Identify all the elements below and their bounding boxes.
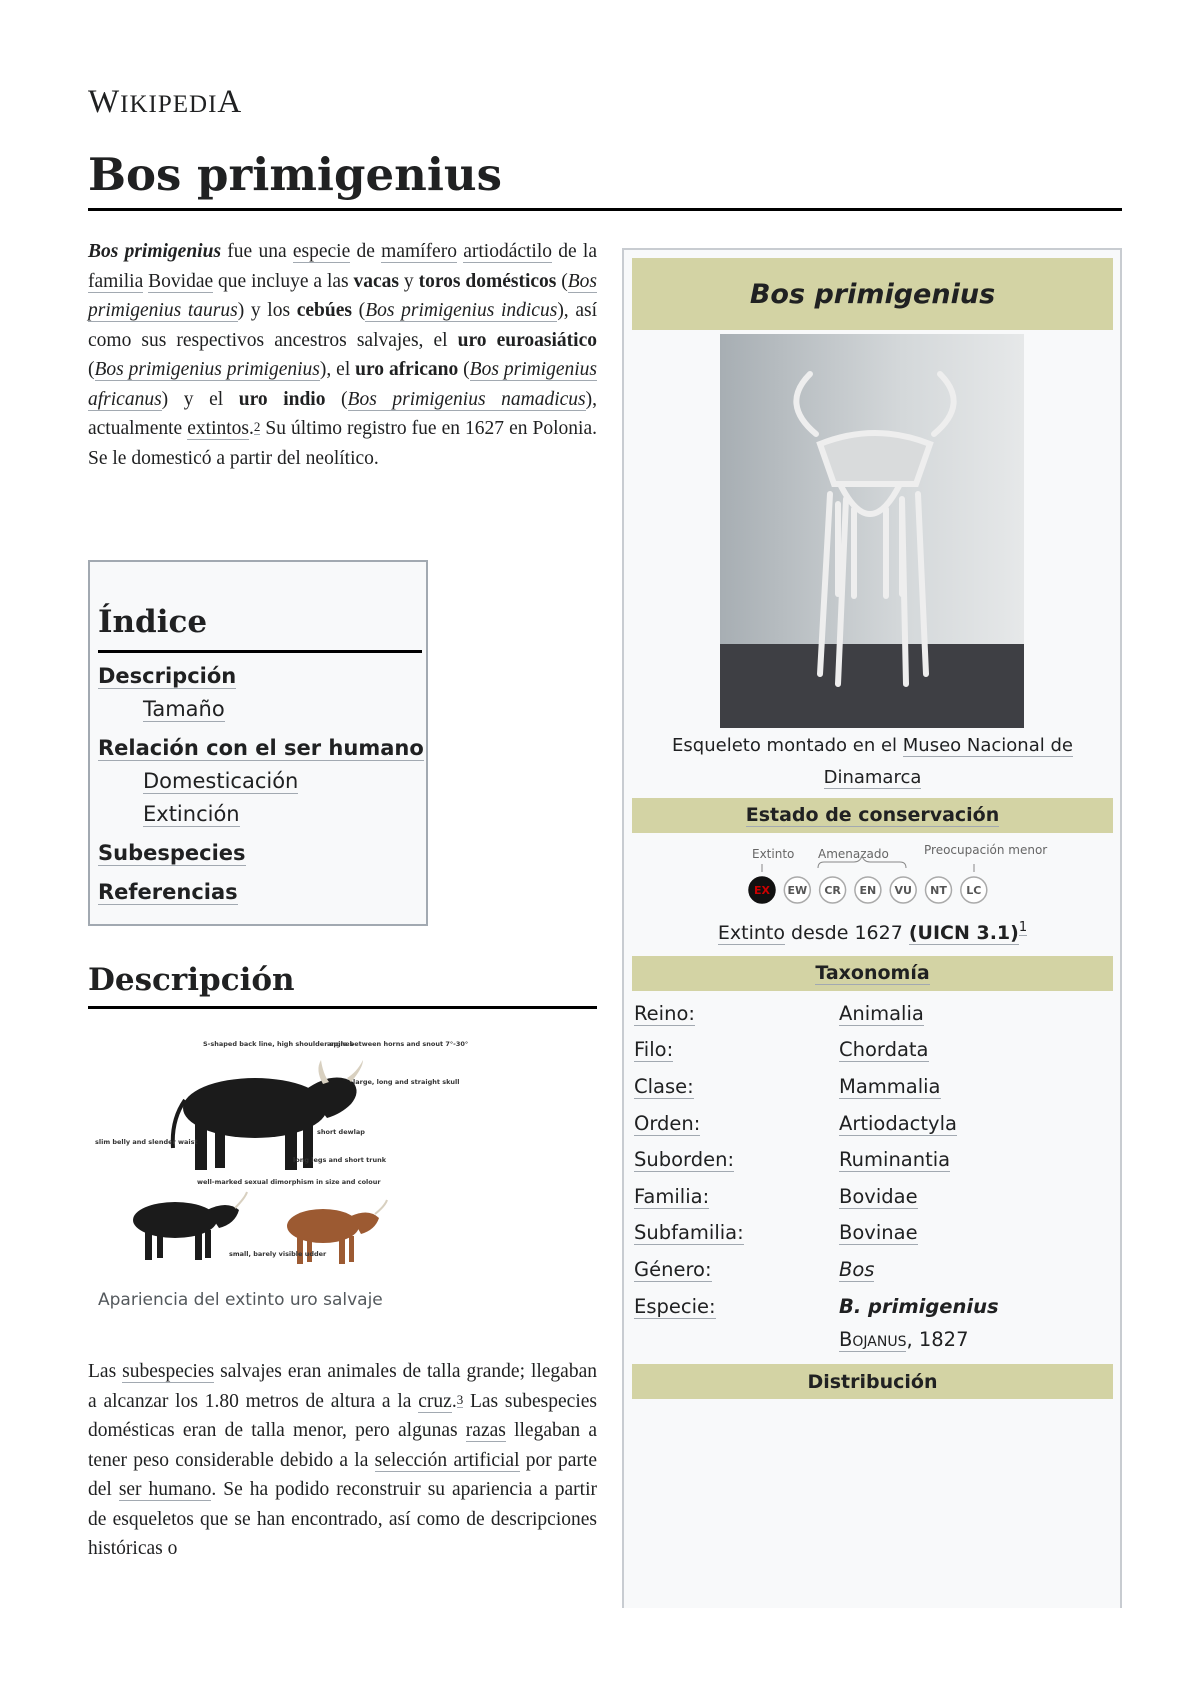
link-razas[interactable]: razas [465,1420,506,1441]
taxonomy-value [839,1288,1115,1325]
taxonomy-rank-link[interactable]: Especie: [634,1294,716,1318]
cons-code-en: EN [859,884,877,897]
bold-uro-euroasiatico: uro euroasiático [457,329,598,351]
taxonomy-value-link[interactable]: Artiodactyla [839,1111,957,1135]
text: ) y los [237,300,297,321]
taxonomy-rank-link[interactable]: Subfamilia: [634,1221,744,1245]
figure-label: S-shaped back line, high shoulder spines [203,1040,354,1048]
taxonomy-value [839,1178,1115,1215]
text: de la [552,241,598,262]
text: llegaban a tener peso considerable debido a la [88,1420,597,1471]
infobox-title: Bos primigenius [632,258,1113,330]
toc-item-domesticacion[interactable]: Domesticación [143,769,299,793]
figure-label: slim belly and slender waist [95,1138,198,1146]
infobox [622,248,1122,1608]
taxonomy-value [839,995,1115,1032]
section-heading-descripcion: Descripción [88,962,295,998]
text: ( [352,300,366,321]
conservation-status-scale [724,842,1048,922]
toc-heading: Índice [98,604,208,640]
table-of-contents [88,560,428,926]
taxonomy-value [839,1105,1115,1142]
figure-caption: Apariencia del extinto uro salvaje [98,1290,383,1310]
text: . Se ha podido reconstruir su apariencia a partir de esqueletos que se han encontrado, así como de descripciones históricas o [88,1479,597,1559]
text: ), actualmente [88,388,597,439]
taxonomy-rank [634,1178,839,1215]
cons-label-threatened: Amenazado [818,847,889,861]
distribution-label: Distribución [807,1370,938,1393]
taxonomy-value-link[interactable]: Chordata [839,1038,929,1062]
link-familia[interactable]: familia [88,270,144,292]
taxonomy-link[interactable]: Taxonomía [815,962,930,984]
bold-toros: toros domésticos [418,270,557,292]
taxonomy-rank [634,1032,839,1069]
taxonomy-row [634,1032,1115,1069]
wikipedia-logo[interactable] [88,84,242,121]
taxonomy-rank [634,1251,839,1288]
taxonomy-value [839,1141,1115,1178]
taxonomy-value-link[interactable]: Ruminantia [839,1148,951,1172]
link-africanus[interactable]: Bos primigenius africanus [88,359,597,410]
taxonomy-rank-link[interactable]: Suborden: [634,1148,735,1172]
link-artiodactilo[interactable]: artiodáctilo [463,241,553,262]
title-divider [88,208,1122,211]
distribution-header [632,1364,1113,1399]
cons-code-ex: EX [754,884,770,897]
logo-a: A [217,84,243,120]
taxonomy-rank-link[interactable]: Familia: [634,1184,710,1208]
taxonomy-row [634,1141,1115,1178]
link-uicn[interactable]: (UICN 3.1) [908,922,1019,944]
cons-code-nt: NT [930,884,947,897]
taxonomy-rank [634,1105,839,1142]
taxonomy-row [634,1178,1115,1215]
text: Las subespecies domésticas eran de talla menor, pero algunas [88,1390,597,1441]
link-bojanus[interactable]: Bojanus [839,1328,907,1351]
taxonomy-value-link[interactable]: Bovidae [839,1184,918,1208]
bold-vacas: vacas [353,270,400,292]
taxonomy-header[interactable] [632,956,1113,991]
text: Su último registro fue en 1627 en Polonia. Se le domesticó a partir del neolítico. [88,418,597,469]
link-indicus[interactable]: Bos primigenius indicus [365,300,558,321]
taxonomy-rank-link[interactable]: Orden: [634,1111,701,1135]
taxonomy-rank [634,1288,839,1325]
taxonomy-table [634,995,1115,1324]
cons-code-lc: LC [966,884,982,897]
lead-term: Bos primigenius [88,241,222,262]
taxonomy-rank-link[interactable]: Clase: [634,1074,694,1098]
link-bovidae[interactable]: Bovidae [148,270,214,292]
taxonomy-value [839,1215,1115,1252]
taxonomy-rank [634,1215,839,1252]
bold-uro-africano: uro africano [355,359,459,380]
taxonomy-rank-link[interactable]: Filo: [634,1038,674,1062]
taxonomy-row [634,1251,1115,1288]
link-ser-humano[interactable]: ser humano [118,1479,212,1500]
page-title: Bos primigenius [88,148,502,201]
skeleton-photo[interactable] [720,334,1024,728]
text: salvajes eran animales de talla grande; llegaban a alcanzar los 1.80 metros de altura a la [88,1361,597,1412]
text: y [399,270,419,292]
link-seleccion-artificial[interactable]: selección artificial [374,1449,520,1471]
link-extintos[interactable]: extintos [187,418,249,439]
link-primigenius[interactable]: Bos primigenius primigenius [94,359,320,380]
link-taurus[interactable]: Bos primigenius taurus [88,270,598,321]
cons-code-vu: VU [894,884,912,897]
text: ( [458,359,470,380]
taxonomy-value-link[interactable]: Mammalia [839,1074,941,1098]
taxonomy-value-link[interactable]: Animalia [839,1001,924,1025]
toc-item-descripcion[interactable]: Descripción [98,664,237,688]
cons-label-lc: Preocupación menor [924,843,1048,857]
logo-middle: IKIPEDI [120,91,218,118]
taxonomy-value-link[interactable]: Bos [839,1257,875,1281]
infobox-caption [632,730,1113,794]
text: de [350,241,382,262]
text: ), así como sus respectivos ancestros salvajes, el [88,300,598,351]
link-subespecies[interactable]: subespecies [122,1361,215,1382]
caption-text: Esqueleto montado en el [672,735,903,756]
text: ) y el [161,388,239,410]
text: . [249,418,254,439]
cons-label-extinct: Extinto [752,847,795,861]
figure-label: long legs and short trunk [293,1156,387,1164]
taxonomy-value-link: B. primigenius [839,1294,999,1318]
cons-code-cr: CR [824,884,841,897]
link-mamifero[interactable]: mamífero [381,241,457,262]
toc-item-extincion[interactable]: Extinción [143,802,240,826]
text: ( [556,270,568,292]
cons-circles [749,877,987,903]
text: ), el [319,359,356,380]
ref-1[interactable]: 1 [1018,920,1028,935]
text: ( [88,359,95,380]
taxonomy-row [634,1288,1115,1325]
ref-3[interactable]: 3 [456,1391,464,1407]
taxonomy-row [634,1068,1115,1105]
cons-code-ew: EW [787,884,808,897]
taxonomy-rank [634,995,839,1032]
authority-year: , 1827 [906,1328,969,1351]
description-paragraph [88,1357,597,1564]
taxonomy-rank [634,1068,839,1105]
figure-label: angle between horns and snout 7°-30° [327,1040,469,1048]
section-divider [88,1006,597,1009]
figure-label: large, long and straight skull [353,1078,460,1086]
conservation-link[interactable]: Estado de conservación [745,804,1000,826]
link-namadicus[interactable]: Bos primigenius namadicus [347,388,586,410]
conservation-status [632,922,1113,944]
taxonomy-rank [634,1141,839,1178]
taxonomy-rank-link[interactable]: Reino: [634,1001,695,1025]
text: Las [88,1361,123,1382]
ref-2[interactable]: 2 [253,419,261,434]
conservation-header[interactable] [632,798,1113,833]
taxonomy-row [634,1105,1115,1142]
taxonomy-value [839,1068,1115,1105]
link-extinto[interactable]: Extinto [717,922,785,944]
figure-label: well-marked sexual dimorphism in size and colour [197,1178,381,1186]
taxonomy-row [634,995,1115,1032]
aurochs-illustration[interactable] [95,1030,469,1275]
taxonomy-value-link[interactable]: Bovinae [839,1221,918,1245]
toc-item-relacion[interactable]: Relación con el ser humano [98,736,424,760]
link-museo-nacional[interactable]: Museo Nacional de Dinamarca [823,735,1073,788]
text: ( [325,388,348,410]
taxonomy-value [839,1032,1115,1069]
text: que incluye a las [213,270,354,292]
lead-paragraph [88,237,597,473]
text: por parte del [88,1449,597,1500]
toc-item-referencias[interactable]: Referencias [98,880,238,904]
figure-label: small, barely visible udder [229,1250,327,1258]
text: . [451,1390,457,1412]
taxonomy-value [839,1251,1115,1288]
bold-uro-indio: uro indio [238,388,326,410]
taxonomy-authority [839,1328,969,1351]
link-cruz[interactable]: cruz [418,1390,452,1412]
taxonomy-row [634,1215,1115,1252]
toc-item-subespecies[interactable]: Subespecies [98,841,246,865]
toc-item-tamano[interactable]: Tamaño [143,697,225,721]
logo-w: W [88,84,121,120]
figure-label: short dewlap [317,1128,365,1136]
toc-divider [98,650,422,653]
bold-cebues: cebúes [296,300,352,321]
text: fue una [221,241,293,262]
bull-large [173,1060,363,1170]
taxonomy-rank-link[interactable]: Género: [634,1257,712,1281]
status-text: desde 1627 [784,922,909,944]
link-especie[interactable]: especie [292,241,351,262]
